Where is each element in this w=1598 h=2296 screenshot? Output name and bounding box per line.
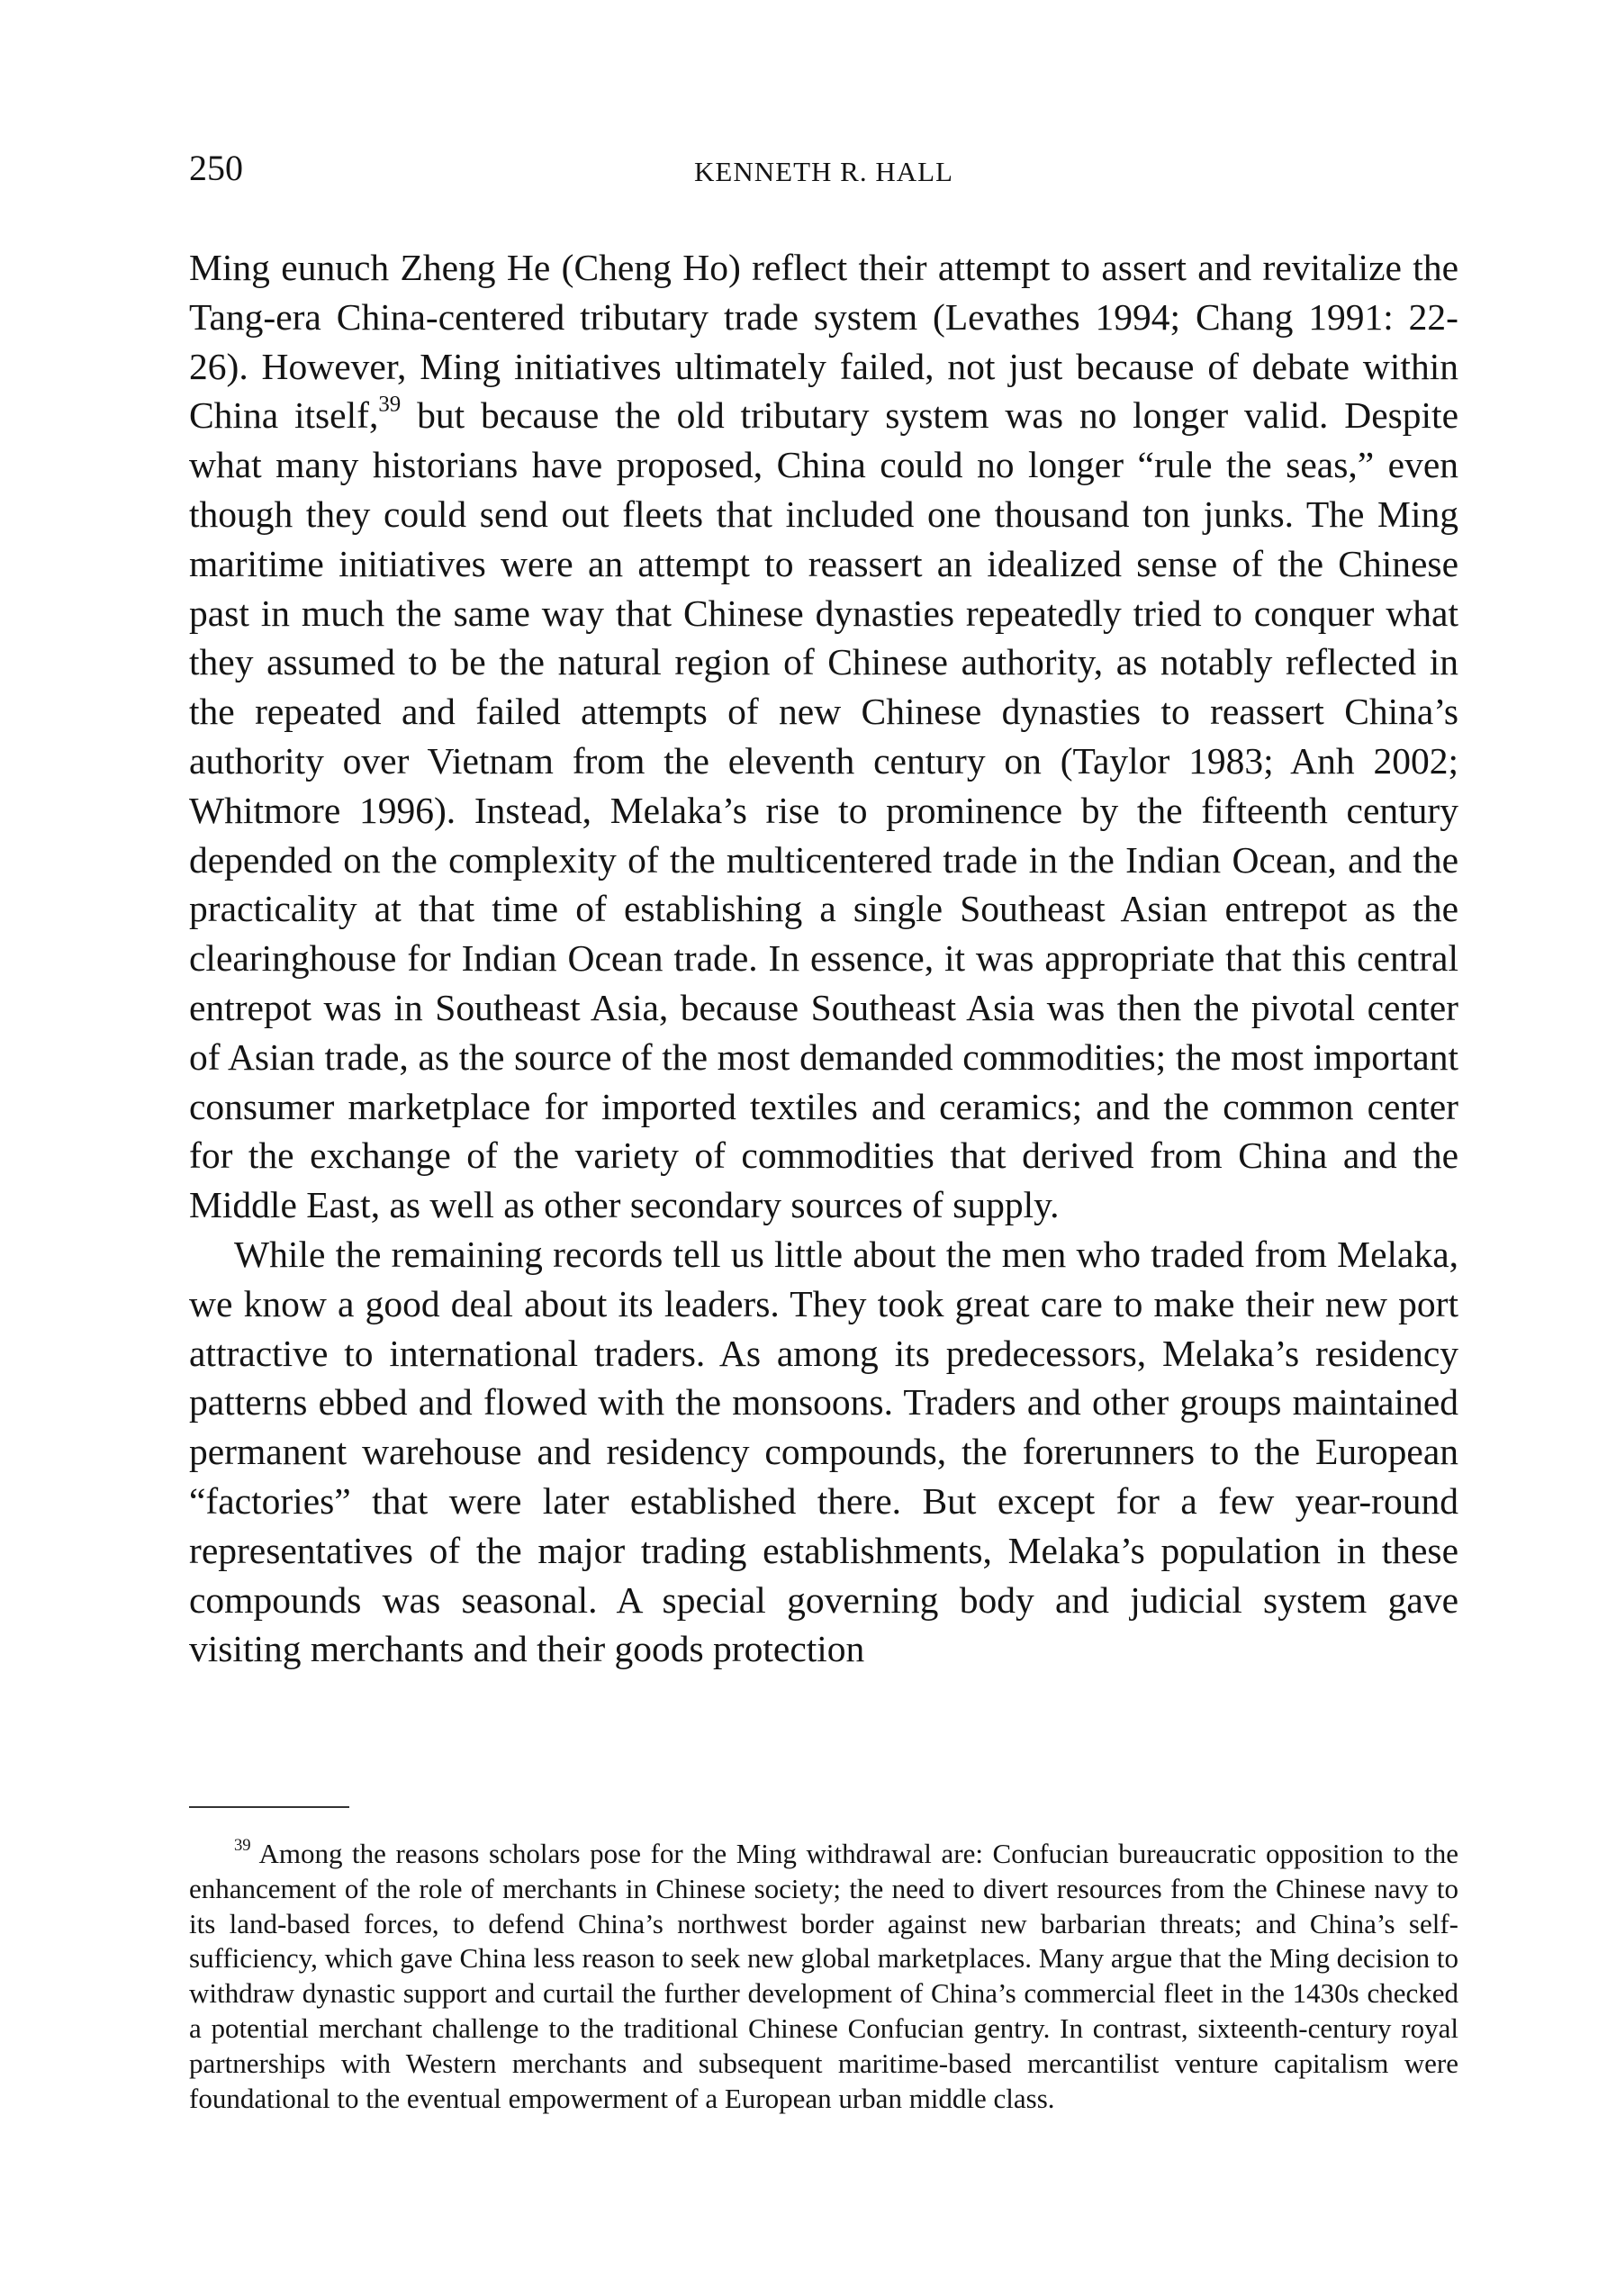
footnote-number: 39 — [234, 1836, 251, 1856]
footnote-text: Among the reasons scholars pose for the Ming withdrawal are: Confucian bureaucratic opposition to the enhancement of the role of merchants in Chinese society; the need to divert resources from the Chinese navy to its land-based forces, to defend China’s northwest border against new barbarian threats; and China’s self-sufficiency, which gave China less reason to seek new global marketplaces. Many argue that the Ming decision to withdraw dynastic support and curtail the further development of China’s commercial fleet in the 1430s checked a potential merchant challenge to the traditional Chinese Confucian gentry. In contrast, sixteenth-century royal partnerships with Western merchants and subsequent maritime-based mercantilist venture capitalism were foundational to the eventual empowerment of a European urban middle class. — [189, 1838, 1458, 2114]
running-head — [189, 146, 1458, 191]
paragraph-1 — [189, 243, 1458, 1230]
footnote-39 — [189, 1837, 1458, 2116]
running-title: KENNETH R. HALL — [694, 156, 953, 187]
paragraph-2: While the remaining records tell us little about the men who traded from Melaka, we know a good deal about its leaders. They took great care to make their new port attractive to international traders. As among its predecessors, Melaka’s residency patterns ebbed and flowed with the monsoons. Traders and other groups maintained permanent warehouse and residency compounds, the forerunners to the European “factories” that were later established there. But except for a few year-round representatives of the major trading establishments, Melaka’s population in these compounds was seasonal. A special governing body and judicial system gave visiting merchants and their goods protection — [189, 1233, 1458, 1670]
footnotes — [189, 1837, 1458, 2116]
paragraph-1-text-a: Ming eunuch Zheng He (Cheng Ho) reflect their attempt to assert and revitalize the Tang-era China-centered tributary trade system (Levathes 1994; Chang 1991: 22-26). However, Ming initiatives ultimately failed, not just because of debate within China itself, — [189, 247, 1458, 437]
footnote-rule — [189, 1806, 349, 1808]
body-text — [189, 243, 1458, 1674]
footnote-ref-39[interactable]: 39 — [378, 392, 402, 417]
paragraph-1-text-b: but because the old tributary system was no longer valid. Despite what many historians have proposed, China could no longer “rule the seas,” even though they could send out fleets that included one thousand ton junks. The Ming maritime initiatives were an attempt to reassert an idealized sense of the Chinese past in much the same way that Chinese dynasties repeatedly tried to conquer what they assumed to be the natural region of Chinese authority, as notably reflected in the repeated and failed attempts of new Chinese dynasties to reassert China’s authority over Vietnam from the eleventh century on (Taylor 1983; Anh 2002; Whitmore 1996). Instead, Melaka’s rise to prominence by the fifteenth century depended on the complexity of the multicentered trade in the Indian Ocean, and the practicality at that time of establishing a single Southeast Asian entrepot as the clearinghouse for Indian Ocean trade. In essence, it was appropriate that this central entrepot was in Southeast Asia, because Southeast Asia was then the pivotal center of Asian trade, as the source of the most demanded commodities; the most important consumer marketplace for imported textiles and ceramics; and the common center for the exchange of the variety of commodities that derived from China and the Middle East, as well as other secondary sources of supply. — [189, 394, 1458, 1226]
page-number: 250 — [189, 148, 243, 188]
